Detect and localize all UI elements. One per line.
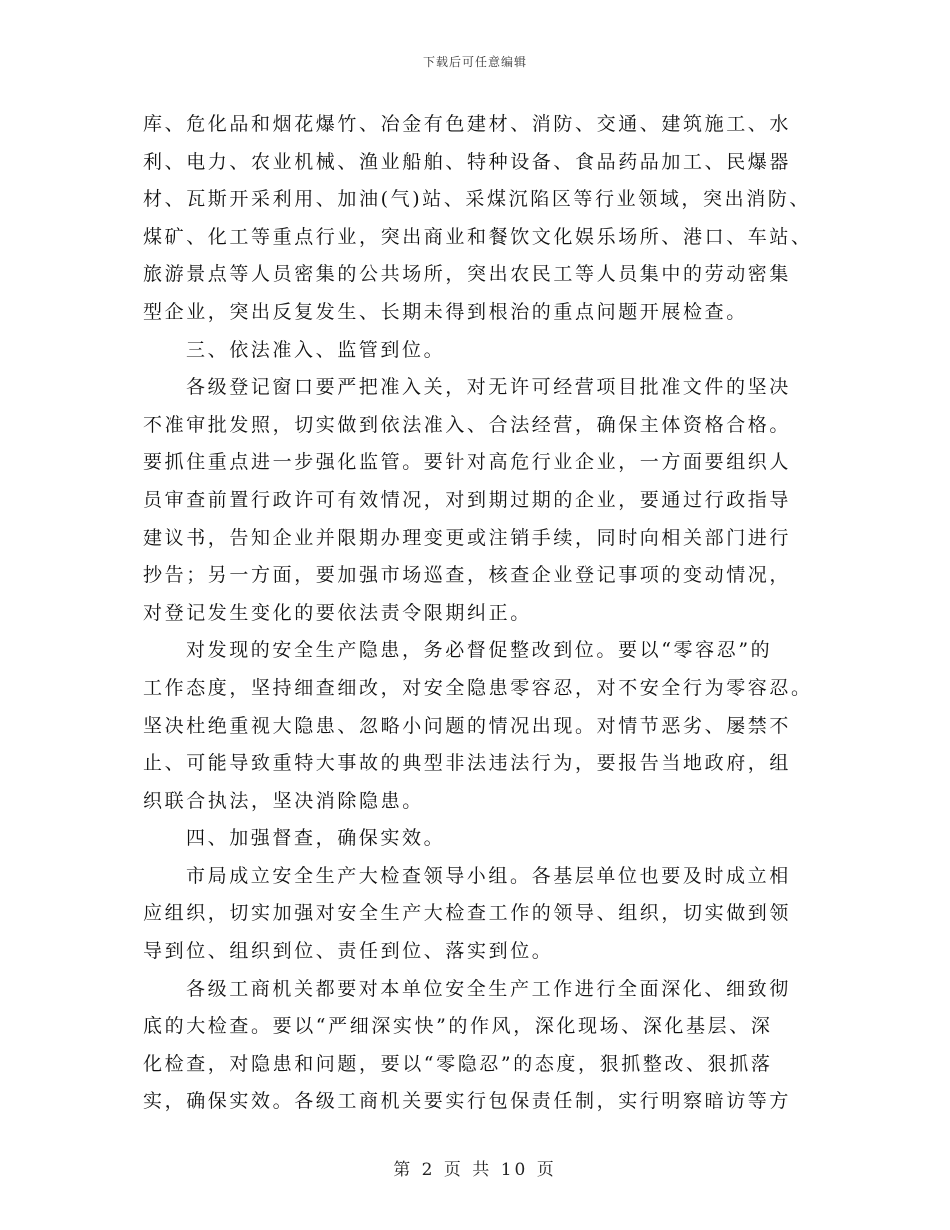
page-number: 第 2 页 共 10 页 <box>393 1160 557 1180</box>
text-line: 不准审批发照，切实做到依法准入、合法经营，确保主体资格合格。 <box>143 413 792 436</box>
text-line: 织联合执法，坚决消除隐患。 <box>143 789 424 812</box>
section-heading: 四、加强督查，确保实效。 <box>186 827 446 850</box>
text-line: 化检查，对隐患和问题，要以“零隐忍”的态度，狠抓整改、狠抓落 <box>143 1052 773 1075</box>
text-line: 抄告；另一方面，要加强市场巡查，核查企业登记事项的变动情况， <box>143 564 792 587</box>
text-line: 工作态度，坚持细查细改，对安全隐患零容忍，对不安全行为零容忍。 <box>143 676 813 699</box>
text-line: 库、危化品和烟花爆竹、冶金有色建材、消防、交通、建筑施工、水 <box>143 113 792 135</box>
paragraph-start: 各级工商机关都要对本单位安全生产工作进行全面深化、细致彻 <box>186 977 791 1000</box>
document-body <box>143 106 813 1121</box>
page-header-note: 下载后可任意编辑 <box>422 55 527 69</box>
text-line: 建议书，告知企业并限期办理变更或注销手续，同时向相关部门进行 <box>143 526 792 549</box>
text-line: 导到位、组织到位、责任到位、落实到位。 <box>143 940 554 963</box>
text-line: 利、电力、农业机械、渔业船舶、特种设备、食品药品加工、民爆器 <box>143 150 792 173</box>
text-line: 型企业，突出反复发生、长期未得到根治的重点问题开展检查。 <box>143 300 748 323</box>
text-line: 底的大检查。要以“严细深实快”的作风，深化现场、深化基层、深 <box>143 1015 773 1038</box>
text-line: 对登记发生变化的要依法责令限期纠正。 <box>143 601 532 624</box>
text-line: 材、瓦斯开采利用、加油(气)站、采煤沉陷区等行业领域，突出消防、 <box>143 188 812 211</box>
text-line: 坚决杜绝重视大隐患、忽略小问题的情况出现。对情节恶劣、屡禁不 <box>143 714 792 737</box>
section-heading: 三、依法准入、监管到位。 <box>186 338 446 361</box>
text-line: 实，确保实效。各级工商机关要实行包保责任制，实行明察暗访等方 <box>143 1090 792 1113</box>
text-line: 员审查前置行政许可有效情况，对到期过期的企业，要通过行政指导 <box>143 488 792 511</box>
paragraph-start: 市局成立安全生产大检查领导小组。各基层单位也要及时成立相 <box>186 864 791 887</box>
paragraph-start: 各级登记窗口要严把准入关，对无许可经营项目批准文件的坚决 <box>186 376 791 399</box>
text-line: 应组织，切实加强对安全生产大检查工作的领导、组织，切实做到领 <box>143 902 792 925</box>
text-line: 煤矿、化工等重点行业，突出商业和餐饮文化娱乐场所、港口、车站、 <box>143 225 813 248</box>
paragraph-start: 对发现的安全生产隐患，务必督促整改到位。要以“零容忍”的 <box>186 639 773 662</box>
text-line: 止、可能导致重特大事故的典型非法违法行为，要报告当地政府，组 <box>143 752 792 775</box>
text-line: 要抓住重点进一步强化监管。要针对高危行业企业，一方面要组织人 <box>143 451 792 474</box>
text-line: 旅游景点等人员密集的公共场所，突出农民工等人员集中的劳动密集 <box>143 263 792 286</box>
